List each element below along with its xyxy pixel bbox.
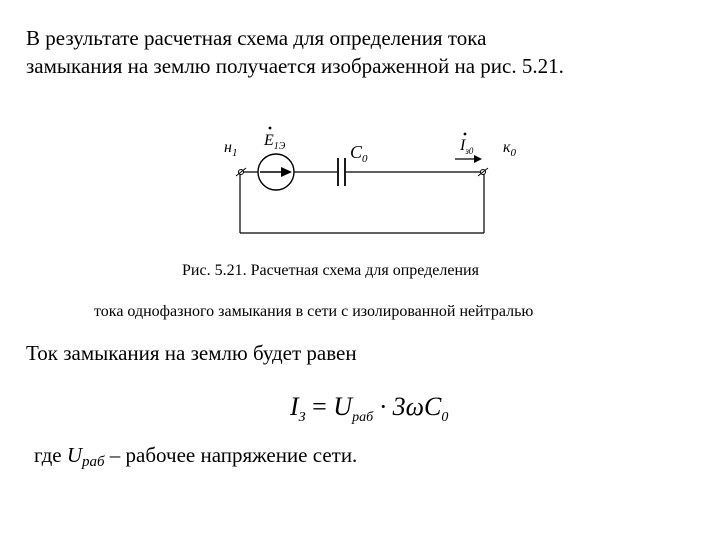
capacitor-symbol <box>338 158 345 186</box>
text-where <box>34 443 357 471</box>
label-capacitor: $C_0$ <box>350 142 368 165</box>
intro-line-2: замыкания на землю получается изображенной на рис. 5.21. <box>26 54 564 78</box>
current-dot-accent <box>464 133 467 136</box>
figure-caption-line-2: тока однофазного замыкания в сети с изолированной нейтралью <box>94 303 534 320</box>
where-suffix: – рабочее напряжение сети. <box>104 443 358 467</box>
formula-rest-sub: 0 <box>441 410 449 425</box>
formula-u: U <box>333 392 353 421</box>
formula-rest: · 3ωC <box>379 392 442 421</box>
emf-source-symbol <box>258 154 294 190</box>
figure-caption-line-1: Рис. 5.21. Расчетная схема для определения <box>182 262 479 279</box>
where-var: U <box>66 443 82 467</box>
formula-equals: = <box>312 392 327 421</box>
formula-lhs: I <box>290 392 299 421</box>
label-source: $E_{1Э}$ <box>264 132 286 152</box>
current-arrow <box>455 155 482 163</box>
label-node-end: $к_0$ <box>503 139 516 159</box>
label-current: $I_{з0}$ <box>460 137 474 156</box>
text-current-equals: Ток замыкания на землю будет равен <box>26 341 357 365</box>
label-node-start: $н_1$ <box>224 139 238 159</box>
source-dot-accent <box>269 127 272 130</box>
where-prefix: где <box>34 443 67 467</box>
formula <box>290 392 448 426</box>
intro-line-1: В результате расчетная схема для определения тока <box>26 26 487 50</box>
where-var-sub: раб <box>82 454 105 470</box>
formula-lhs-sub: З <box>298 410 306 425</box>
formula-u-sub: раб <box>352 410 374 425</box>
